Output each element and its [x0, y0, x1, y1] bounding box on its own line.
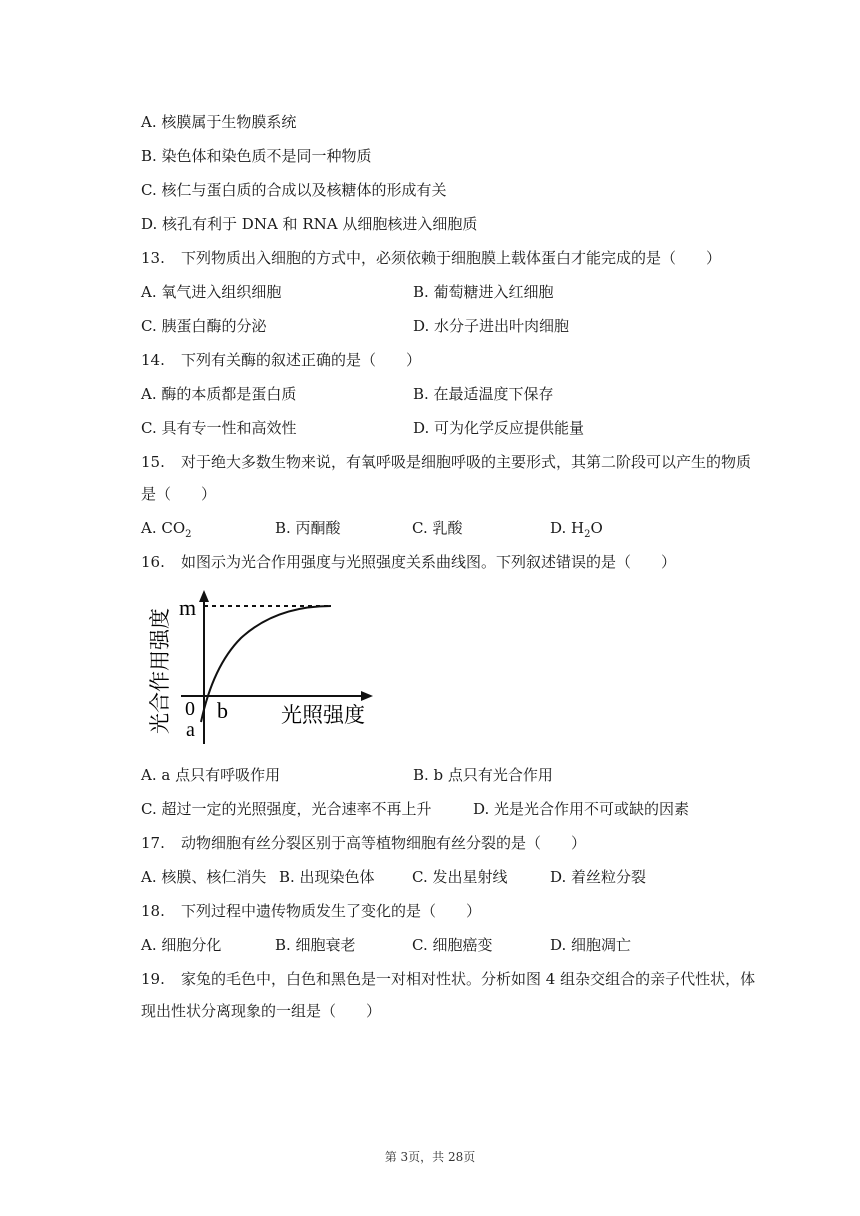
- q14-stem: 下列有关酶的叙述正确的是（ ）: [181, 351, 422, 369]
- q13-option-a: A. 氧气进入组织细胞: [141, 283, 282, 301]
- y-axis-label: 光合作用强度: [148, 608, 172, 734]
- q15-stem-1: 对于绝大多数生物来说，有氧呼吸是细胞呼吸的主要形式，其第二阶段可以产生的物质: [181, 453, 752, 471]
- q18-stem: 下列过程中遗传物质发生了变化的是（ ）: [181, 902, 482, 920]
- q17-option-c: C. 发出星射线: [412, 868, 508, 886]
- q15-number: 15.: [141, 453, 165, 471]
- label-m: m: [179, 595, 197, 620]
- q17-option-a: A. 核膜、核仁消失: [141, 868, 267, 886]
- q14-option-d: D. 可为化学反应提供能量: [413, 419, 585, 437]
- q19-stem-line2: 现出性状分离现象的一组是（ ）: [141, 1002, 382, 1020]
- q15-option-b: B. 丙酮酸: [275, 519, 341, 537]
- q17-number: 17.: [141, 834, 165, 852]
- q13-option-b: B. 葡萄糖进入红细胞: [413, 283, 554, 301]
- q19-stem-line1: [141, 969, 760, 989]
- x-axis-label: 光照强度: [281, 703, 365, 727]
- label-a: a: [186, 719, 195, 741]
- x-axis-arrow: [361, 691, 373, 701]
- q17-option-b: B. 出现染色体: [279, 868, 375, 886]
- q18-option-a: A. 细胞分化: [141, 936, 222, 954]
- q17-option-d: D. 着丝粒分裂: [550, 868, 647, 886]
- q16-option-a: A. a 点只有呼吸作用: [141, 766, 281, 784]
- label-origin: 0: [185, 698, 195, 720]
- q14-option-c: C. 具有专一性和高效性: [141, 419, 297, 437]
- q14-option-a: A. 酶的本质都是蛋白质: [141, 385, 297, 403]
- q19-stem-1: 家兔的毛色中，白色和黑色是一对相对性状。分析如图 4 组杂交组合的亲子代性状，体: [181, 970, 756, 988]
- q16-option-b: B. b 点只有光合作用: [413, 766, 553, 784]
- q18-option-b: B. 细胞衰老: [275, 936, 356, 954]
- q18-option-c: C. 细胞癌变: [412, 936, 493, 954]
- photosynthesis-curve-figure: [141, 586, 381, 746]
- q14-stem-line: [141, 350, 760, 370]
- page-footer: 第 3页，共 28页: [384, 1150, 476, 1164]
- q15-option-d: D. $H_2O$: [550, 519, 603, 540]
- q19-number: 19.: [141, 970, 165, 988]
- q12-option-c: C. 核仁与蛋白质的合成以及核糖体的形成有关: [141, 181, 447, 199]
- q18-number: 18.: [141, 902, 165, 920]
- q17-stem: 动物细胞有丝分裂区别于高等植物细胞有丝分裂的是（ ）: [181, 834, 587, 852]
- q15-stem-line2: 是（ ）: [141, 485, 217, 503]
- q16-number: 16.: [141, 553, 165, 571]
- q18-stem-line: [141, 901, 760, 921]
- q14-option-b: B. 在最适温度下保存: [413, 385, 554, 403]
- q16-option-d: D. 光是光合作用不可或缺的因素: [473, 800, 690, 818]
- q13-option-d: D. 水分子进出叶肉细胞: [413, 317, 570, 335]
- q14-number: 14.: [141, 351, 165, 369]
- q13-stem-line: [141, 248, 760, 268]
- q15-option-c: C. 乳酸: [412, 519, 463, 537]
- q16-stem: 如图示为光合作用强度与光照强度关系曲线图。下列叙述错误的是（ ）: [181, 553, 677, 571]
- label-b: b: [217, 698, 228, 723]
- q13-number: 13.: [141, 249, 165, 267]
- q12-option-b: B. 染色体和染色质不是同一种物质: [141, 147, 372, 165]
- q15-stem-line1: [141, 452, 760, 472]
- q17-stem-line: [141, 833, 760, 853]
- y-axis-arrow: [199, 590, 209, 602]
- q12-option-d: D. 核孔有利于 DNA 和 RNA 从细胞核进入细胞质: [141, 215, 478, 233]
- q13-option-c: C. 胰蛋白酶的分泌: [141, 317, 267, 335]
- q16-option-c: C. 超过一定的光照强度，光合速率不再上升: [141, 800, 432, 818]
- q13-stem: 下列物质出入细胞的方式中，必须依赖于细胞膜上载体蛋白才能完成的是（ ）: [181, 249, 722, 267]
- q12-option-a: A. 核膜属于生物膜系统: [141, 113, 297, 131]
- q16-stem-line: [141, 552, 760, 572]
- q18-option-d: D. 细胞凋亡: [550, 936, 632, 954]
- q15-option-a: A. $CO_2$: [141, 519, 192, 540]
